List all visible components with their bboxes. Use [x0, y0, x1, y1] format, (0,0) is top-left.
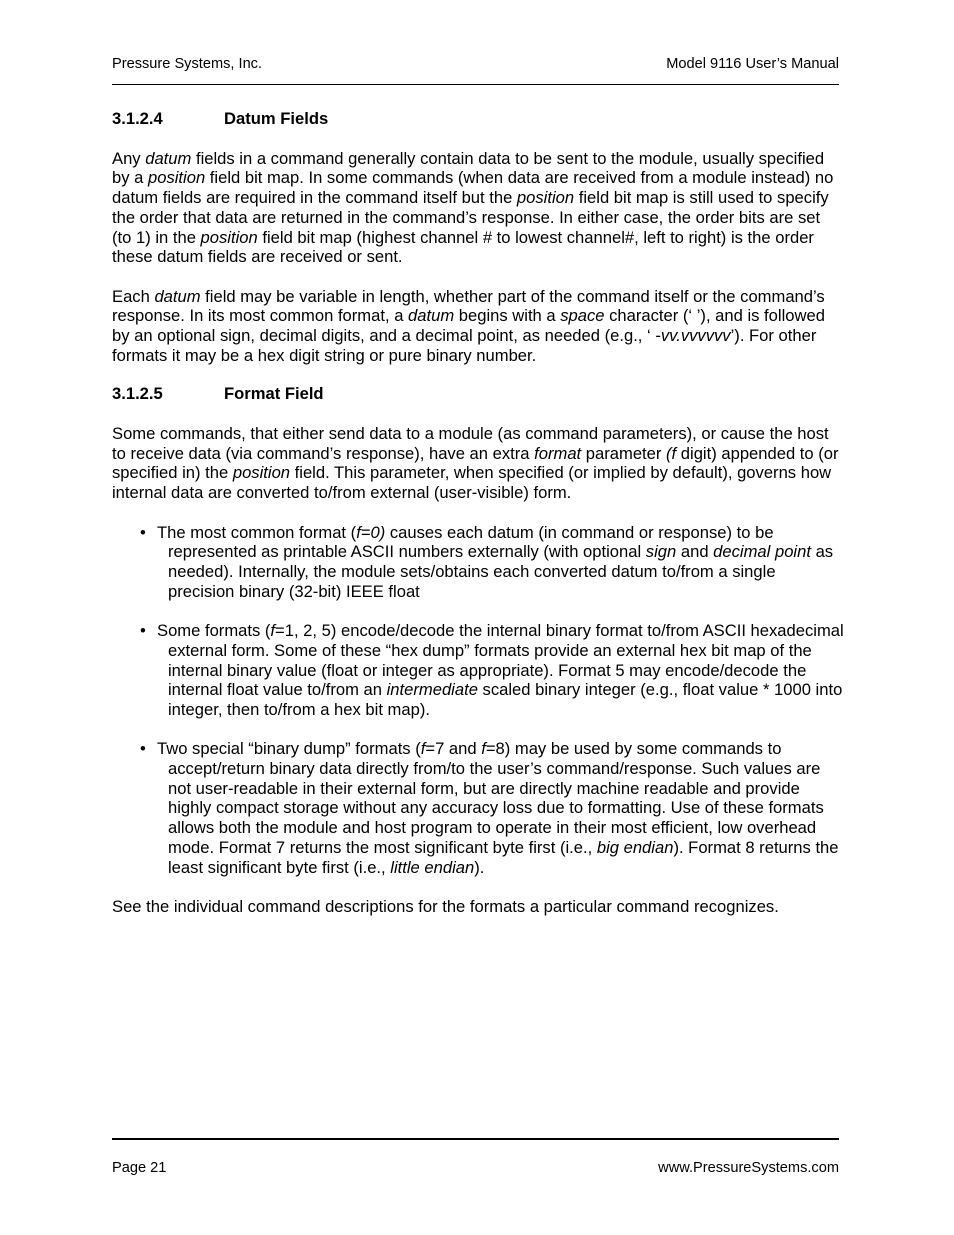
text-run: Any — [112, 148, 146, 168]
italic-text-run: f — [420, 739, 426, 759]
italic-text-run: datum — [408, 306, 455, 326]
italic-text-run: space — [560, 306, 605, 326]
text-run: field may be variable in length, whether part of the command itself or the command’s response. In its most common format, a — [112, 286, 825, 326]
text-run: The most common format ( — [157, 522, 357, 542]
page-header — [112, 56, 839, 85]
header-company: Pressure Systems, Inc. — [112, 56, 263, 72]
paragraph-datum-2 — [112, 287, 844, 366]
text-run: scaled binary integer (e.g., float value * 1000 into integer, then to/from a hex bit map). — [168, 680, 843, 719]
text-run: =8) may be used by some commands to accept/return binary data directly from/to the user’s command/response. Such values are not user-readable in their external form, but are directly machine readable and provide highly compact storage without any accuracy loss due to formatting. Use of these formats allows both the module and host program to operate in their most efficient, low overhead mode. Format 7 returns the most significant byte first (i.e., — [168, 739, 824, 857]
text-run: Two special “binary dump” formats ( — [157, 739, 421, 759]
section-heading-datum-fields — [112, 109, 844, 129]
text-run: field bit map. In some commands (when data are received from a module instead) no datum fields are required in the command itself but the — [112, 168, 834, 208]
paragraph-datum-1 — [112, 149, 844, 267]
italic-text-run: sign — [645, 542, 677, 562]
section-number: 3.1.2.4 — [112, 109, 163, 128]
text-run: as needed). Internally, the module sets/obtains each converted datum to/from a single precision binary (32-bit) IEEE float — [168, 542, 834, 601]
text-run: digit) appended to (or specified in) the — [112, 443, 839, 483]
italic-text-run: f — [481, 739, 486, 759]
italic-text-run: little endian — [390, 857, 475, 877]
text-run: ’). For other formats it may be a hex digit string or pure binary number. — [112, 326, 817, 365]
bullet-icon: • — [140, 522, 146, 542]
italic-text-run: position — [147, 168, 206, 188]
italic-text-run: f — [270, 621, 276, 641]
italic-text-run: f=0) — [356, 522, 386, 542]
text-run: causes each datum (in command or response) to be represented as printable ASCII numbers externally (with optional — [168, 522, 774, 562]
list-item-text — [157, 523, 833, 601]
section-heading-format-field — [112, 384, 844, 404]
list-item-text — [157, 621, 844, 719]
text-run: =7 and — [425, 739, 482, 759]
list-item-text — [157, 739, 839, 876]
text-run: ). Format 8 returns the least significant byte first (i.e., — [168, 837, 839, 877]
page-number: Page 21 — [112, 1160, 167, 1176]
italic-text-run: format — [534, 443, 582, 463]
list-item — [112, 621, 844, 720]
footer-url: www.PressureSystems.com — [658, 1160, 839, 1176]
text-run: Some commands, that either send data to a module (as command parameters), or cause the host to receive data (via command’s response), have an extra — [112, 423, 829, 463]
section-title: Datum Fields — [224, 109, 329, 128]
text-run: field bit map (highest channel # to lowest channel#, left to right) is the order these datum fields are received or sent. — [112, 227, 814, 267]
page-content — [112, 109, 844, 917]
text-run: =1, 2, 5) encode/decode the internal binary format to/from ASCII hexadecimal external form. Some of these “hex dump” formats provide an external hex bit map of the internal binary value (float or integer as appropriate). Format 5 may encode/decode the internal float value to/from an — [168, 621, 844, 700]
text-run: and — [676, 542, 714, 562]
italic-text-run: datum — [154, 286, 201, 306]
text-run: fields in a command generally contain data to be sent to the module, usually specified by a — [112, 148, 825, 188]
bullet-icon: • — [140, 621, 146, 641]
italic-text-run: vv.vvvvvv — [660, 326, 731, 346]
text-run: character (‘ ’), and is followed by an optional sign, decimal digits, and a decimal point, as needed (e.g., ‘ - — [112, 306, 825, 346]
italic-text-run: position — [516, 188, 575, 208]
list-item — [112, 523, 844, 602]
italic-text-run: decimal point — [713, 542, 811, 562]
header-manual-title: Model 9116 User’s Manual — [666, 56, 839, 72]
text-run: field bit map is still used to specify the order that data are returned in the command’s response. In either case, the order bits are set (to 1) in the — [112, 188, 829, 247]
text-run: Each — [112, 286, 155, 306]
italic-text-run: position — [232, 463, 291, 483]
bullet-icon: • — [140, 739, 146, 759]
text-run: begins with a — [454, 306, 561, 326]
italic-text-run: (f — [666, 443, 677, 463]
format-bullet-list — [112, 523, 844, 878]
text-run: ). — [474, 857, 485, 877]
text-run: parameter — [581, 443, 667, 463]
text-run: Some formats ( — [157, 621, 271, 641]
paragraph-format-1 — [112, 424, 844, 503]
italic-text-run: position — [200, 227, 258, 247]
italic-text-run: intermediate — [386, 680, 478, 700]
paragraph-closing: See the individual command descriptions for the formats a particular command recognizes. — [112, 896, 779, 916]
text-run: field. This parameter, when specified (or implied by default), governs how internal data are converted to/from external (user-visible) form. — [112, 463, 832, 502]
list-item — [112, 739, 844, 877]
section-title: Format Field — [224, 384, 324, 404]
page-footer — [112, 1138, 839, 1180]
section-number: 3.1.2.5 — [112, 384, 163, 404]
italic-text-run: big endian — [596, 837, 674, 857]
italic-text-run: datum — [145, 148, 192, 168]
